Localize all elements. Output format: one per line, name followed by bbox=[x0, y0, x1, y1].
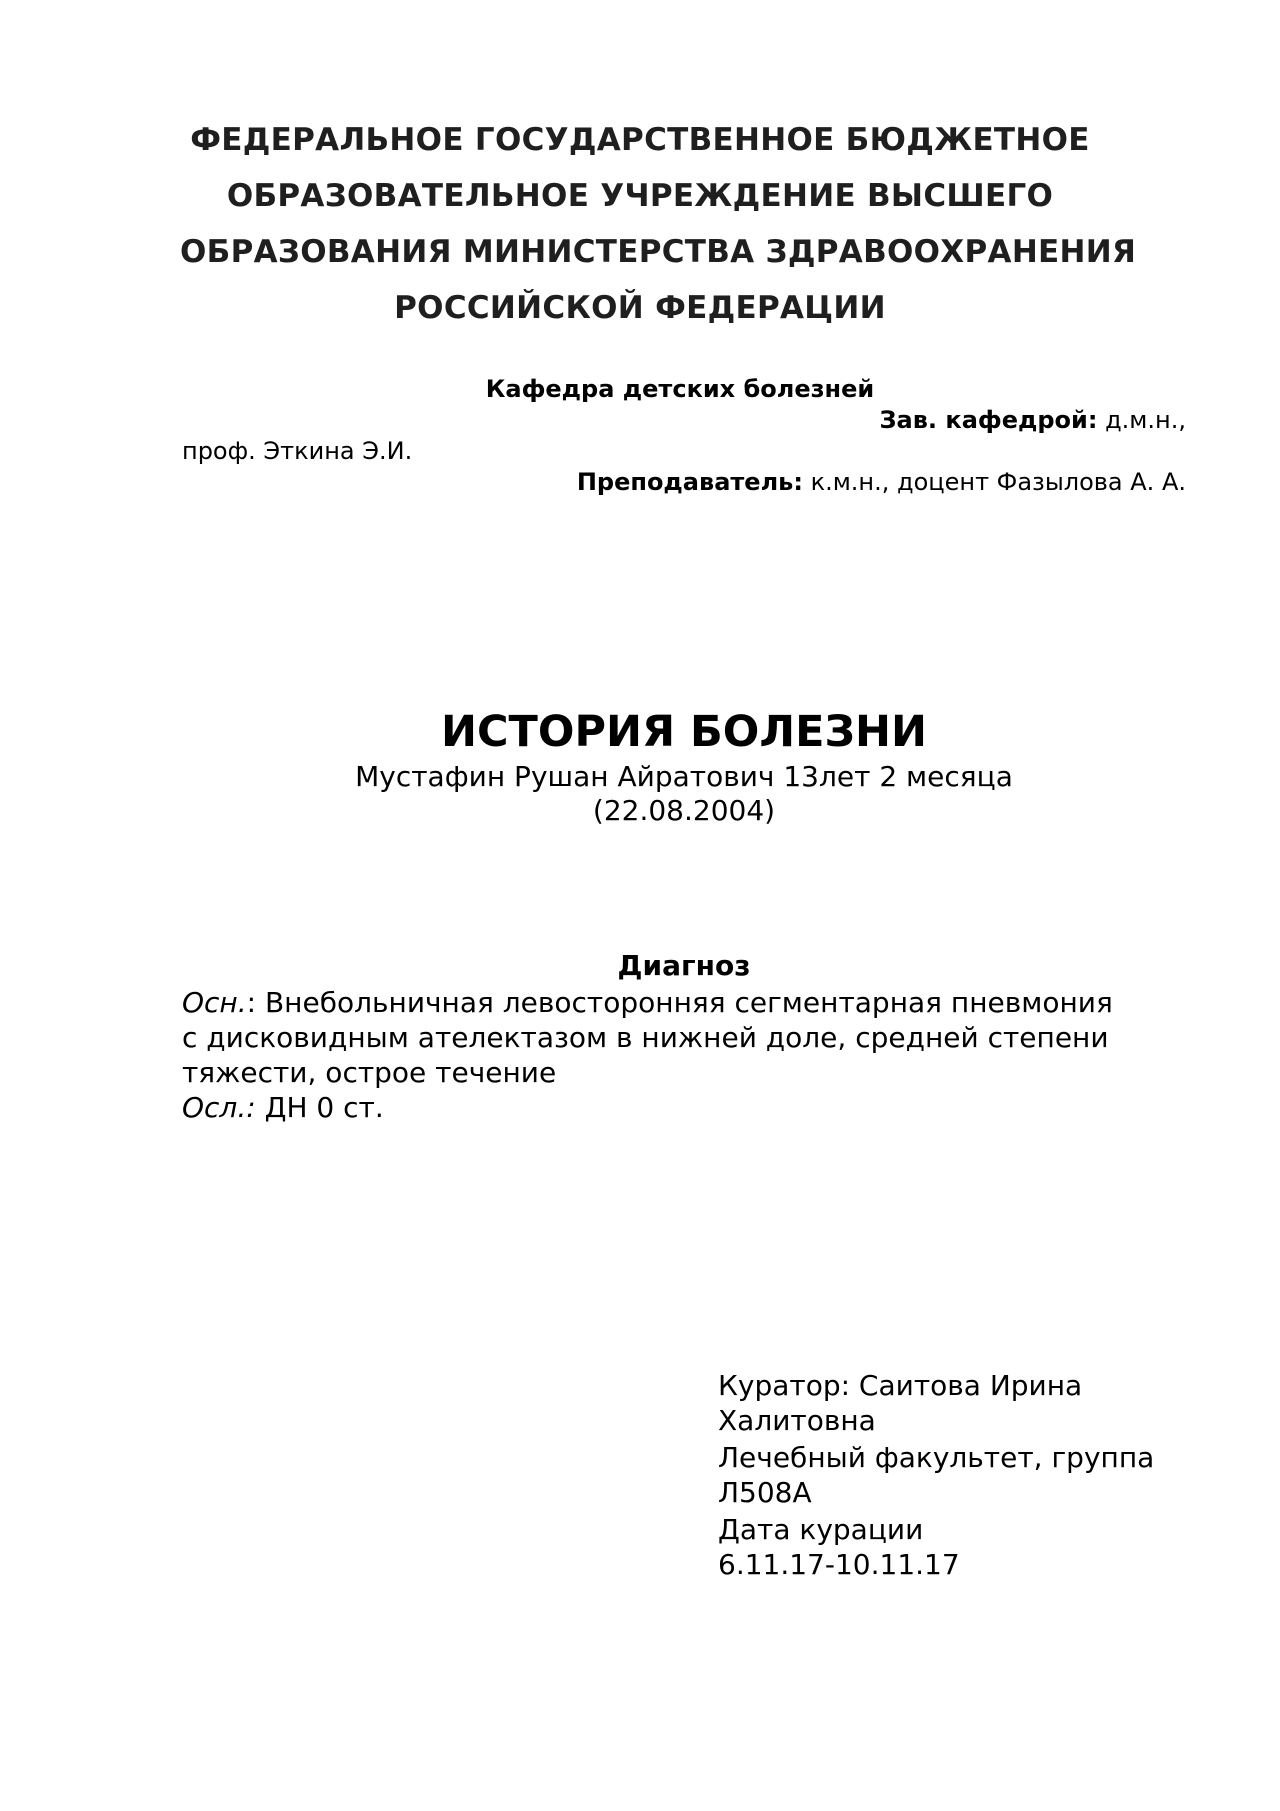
diagnosis-complication bbox=[182, 1090, 1192, 1125]
department-head-degree: д.м.н., bbox=[1097, 406, 1186, 434]
institution-line-1: ФЕДЕРАЛЬНОЕ ГОСУДАРСТВЕННОЕ БЮДЖЕТНОЕ bbox=[190, 122, 1090, 158]
patient-birth-date: (22.08.2004) bbox=[592, 794, 776, 827]
patient-name: Мустафин Рушан Айратович 13лет 2 месяца bbox=[355, 760, 1013, 793]
institution-line-3: ОБРАЗОВАНИЯ МИНИСТЕРСТВА ЗДРАВООХРАНЕНИЯ bbox=[180, 234, 1137, 270]
diagnosis-main-text-1: : Внебольничная левосторонняя сегментарная пневмония bbox=[246, 986, 1113, 1019]
department-title: Кафедра детских болезней bbox=[485, 375, 875, 403]
curator-line-1: Куратор: Саитова Ирина bbox=[718, 1369, 1083, 1402]
diagnosis-complication-label: Осл.: bbox=[182, 1091, 256, 1124]
curator-line-6: 6.11.17-10.11.17 bbox=[718, 1548, 960, 1581]
document-title: ИСТОРИЯ БОЛЕЗНИ bbox=[441, 707, 927, 757]
department-head bbox=[880, 405, 1187, 435]
curator-dates bbox=[718, 1512, 1198, 1582]
curator-line-2: Халитовна bbox=[718, 1404, 876, 1437]
diagnosis-main-line-3: тяжести, острое течение bbox=[182, 1056, 557, 1089]
curator-block bbox=[718, 1368, 1198, 1584]
curator-line-5: Дата курации bbox=[718, 1513, 924, 1546]
curator-line-3: Лечебный факультет, группа bbox=[718, 1441, 1155, 1474]
diagnosis-main-line-2: с дисковидным ателектазом в нижней доле, средней степени bbox=[182, 1021, 1109, 1054]
curator-name bbox=[718, 1368, 1198, 1438]
institution-line-4: РОССИЙСКОЙ ФЕДЕРАЦИИ bbox=[394, 290, 886, 326]
teacher-value: к.м.н., доцент Фазылова А. А. bbox=[802, 468, 1186, 496]
diagnosis-complication-text: ДН 0 ст. bbox=[255, 1091, 384, 1124]
diagnosis-main-line-1 bbox=[182, 985, 1192, 1020]
institution-line-2: ОБРАЗОВАТЕЛЬНОЕ УЧРЕЖДЕНИЕ ВЫСШЕГО bbox=[226, 178, 1054, 214]
patient-info bbox=[0, 760, 1280, 828]
institution-header bbox=[180, 112, 1137, 336]
department-head-label: Зав. кафедрой: bbox=[879, 406, 1098, 434]
diagnosis-main-label: Осн. bbox=[182, 986, 247, 1019]
teacher bbox=[577, 467, 1186, 497]
teacher-label: Преподаватель: bbox=[576, 468, 803, 496]
curator-faculty bbox=[718, 1440, 1198, 1510]
diagnosis-body bbox=[182, 985, 1192, 1125]
diagnosis-title: Диагноз bbox=[617, 949, 751, 982]
curator-line-4: Л508А bbox=[718, 1476, 812, 1509]
department-head-name: проф. Эткина Э.И. bbox=[182, 437, 413, 465]
